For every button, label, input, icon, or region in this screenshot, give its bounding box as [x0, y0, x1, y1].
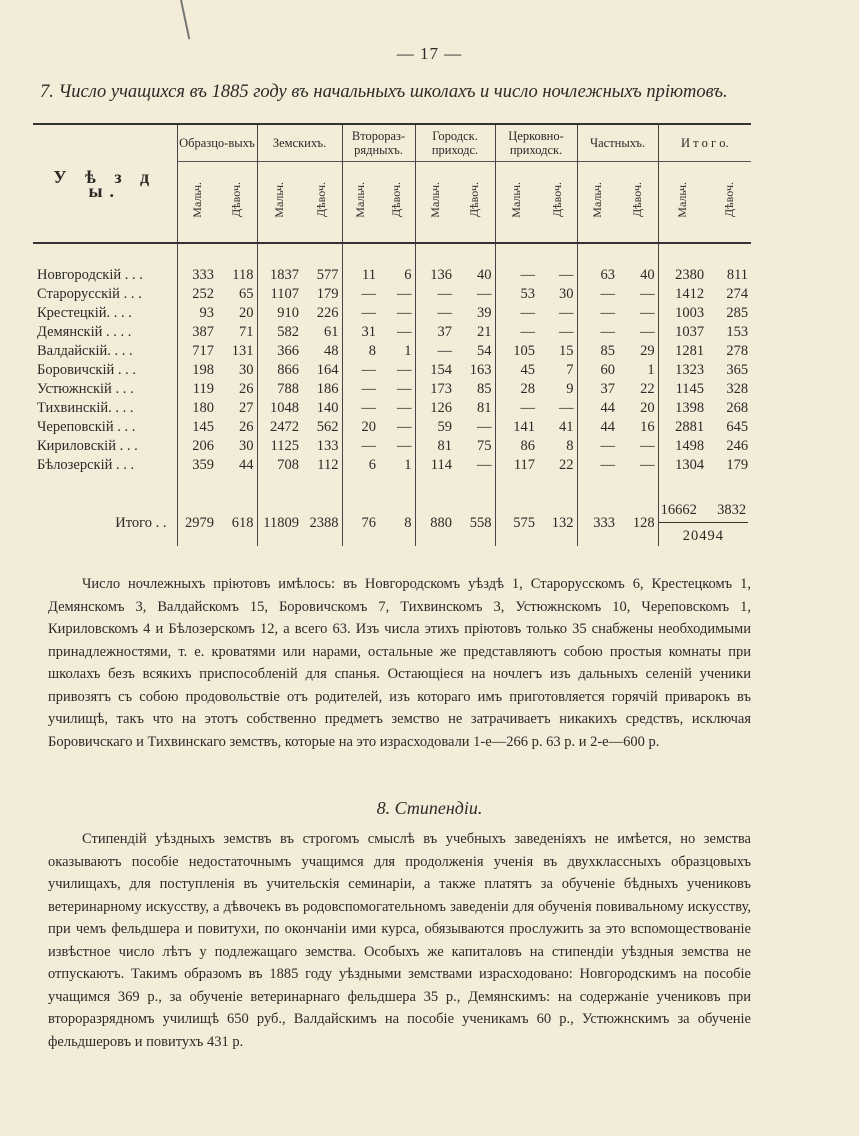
spacer-cell: [302, 243, 342, 266]
value-cell: 11: [342, 266, 379, 285]
statistics-table: [33, 123, 751, 546]
value-cell: 37: [577, 380, 618, 399]
value-cell: 359: [177, 456, 217, 475]
value-cell: 252: [177, 285, 217, 304]
value-cell: 226: [316, 305, 339, 321]
value-cell: 153: [726, 324, 749, 340]
subheader-label: Дѣвоч.: [314, 182, 329, 218]
value-cell: 173: [415, 380, 455, 399]
value-cell: —: [397, 381, 412, 397]
value-cell: 53: [495, 285, 538, 304]
total-cell: 618: [231, 515, 254, 531]
value-cell: 2380: [658, 266, 707, 285]
value-cell: 6: [404, 267, 412, 283]
group-header: Городск. приходс.: [415, 124, 495, 162]
spacer-cell: [342, 475, 379, 501]
value-cell: 44: [577, 418, 618, 437]
total-cell: 2388: [309, 515, 339, 531]
value-cell: 40: [640, 267, 655, 283]
paragraph-text: Стипендій уѣздныхъ земствъ въ строгомъ смыслѣ въ учебныхъ заведеніяхъ не имѣется, но земства оказываютъ пособіе недостаточнымъ учащимся для продолженія ученія въ двухклассныхъ образцовыхъ училищахъ, для поступленія въ учительскія семинаріи, а также платятъ за обученіе бѣдныхъ учениковъ ветеринарному искусству, а дѣвочекъ въ родовспомогательномъ заведеніи для обученія повивальному искусству, при чемъ фельдшера и повитухи, по окончаніи ими курса, обязываются прослужить за это вспомоществованіе извѣстное число лѣтъ у подлежащаго земства. Особыхъ же капиталовъ на стипендіи уѣздныя земства не отпускаютъ. Такимъ образомъ въ 1885 году уѣздными земствами израсходовано: Новгородскимъ на пособіе учащимся 369 р., за обученіе ветеринарнаго фельдшера 35 р., Демянскимъ: на содержаніе учениковъ при второразрядномъ училищѣ 650 руб., Валдайскимъ на пособіе ученикамъ 60 р., Устюжнскимъ за обученіе фельдшеровъ и повитухъ 431 р.: [48, 831, 751, 1050]
value-cell: 30: [239, 362, 254, 378]
value-cell: 8: [566, 438, 574, 454]
value-cell: 93: [177, 304, 217, 323]
boys-subheader: [658, 162, 707, 244]
value-cell: 717: [177, 342, 217, 361]
value-cell: —: [640, 286, 655, 302]
paragraph-text: Число ночлежныхъ пріютовъ имѣлось: въ Новгородскомъ уѣздѣ 1, Старорусскомъ 6, Крестецкомъ 1, Демянскомъ 3, Валдайскомъ 15, Боровичскомъ 7, Тихвинскомъ 3, Устюжнскомъ 10, Череповскомъ 1, Кириловскомъ 4 и Бѣлозерскомъ 12, а всего 63. Изъ числа этихъ пріютовъ только 35 снабжены необходимыми принадлежностями, т. е. кроватями или нарами, остальные же представляютъ собою простыя комнаты при школахъ безъ всякихъ приспособленій для спанья. Остающіеся на ночлегъ изъ дальныхъ селеній ученики привозятъ съ собою продовольствіе отъ родителей, изъ котораго имъ приготовляется горячій приварокъ въ училищѣ, такъ что на этотъ собственно предметъ земство не затрачиваетъ никакихъ средствъ, исключая Боровичскаго и Тихвинскаго земствъ, которые на это израсходовали 1-е—266 р. 63 р. и 2-е—600 р.: [48, 576, 751, 750]
value-cell: —: [559, 400, 574, 416]
value-cell: 26: [239, 419, 254, 435]
spacer-cell: [217, 243, 257, 266]
group-header: Церковно-приходск.: [495, 124, 577, 162]
value-cell: 2881: [658, 418, 707, 437]
value-cell: 85: [577, 342, 618, 361]
value-cell: 333: [177, 266, 217, 285]
value-cell: 85: [477, 381, 492, 397]
subheader-label: Мальч.: [353, 182, 368, 218]
value-cell: 44: [577, 399, 618, 418]
group-header: Частныхъ.: [577, 124, 658, 162]
boys-subheader: [342, 162, 379, 244]
value-cell: 1125: [257, 437, 302, 456]
value-cell: —: [477, 457, 492, 473]
spacer-cell: [707, 243, 751, 266]
value-cell: —: [640, 438, 655, 454]
total-cell: 880: [415, 501, 455, 546]
boys-subheader: [495, 162, 538, 244]
subheader-label: Мальч.: [675, 182, 690, 218]
value-cell: 387: [177, 323, 217, 342]
value-cell: —: [415, 304, 455, 323]
value-cell: —: [640, 457, 655, 473]
value-cell: 30: [239, 438, 254, 454]
spacer-cell: [495, 475, 538, 501]
value-cell: 274: [726, 286, 749, 302]
value-cell: 788: [257, 380, 302, 399]
total-cell: 132: [551, 515, 574, 531]
group-header: Земскихъ.: [257, 124, 342, 162]
value-cell: 1: [404, 343, 412, 359]
value-cell: —: [477, 419, 492, 435]
page-number: — 17 —: [396, 44, 463, 63]
value-cell: —: [342, 437, 379, 456]
district-name: Демянскій . . . .: [37, 324, 132, 340]
total-cell: 2979: [177, 501, 217, 546]
value-cell: 41: [559, 419, 574, 435]
total-cell: 558: [469, 515, 492, 531]
girls-subheader: [379, 162, 415, 244]
spacer-cell: [577, 475, 618, 501]
value-cell: 910: [257, 304, 302, 323]
value-cell: —: [577, 285, 618, 304]
value-cell: —: [640, 305, 655, 321]
value-cell: 114: [415, 456, 455, 475]
table-row: [33, 437, 751, 456]
value-cell: 81: [477, 400, 492, 416]
spacer-cell: [455, 475, 495, 501]
value-cell: 1323: [658, 361, 707, 380]
spacer-cell: [658, 243, 707, 266]
value-cell: 246: [726, 438, 749, 454]
value-cell: 582: [257, 323, 302, 342]
table-body: [33, 243, 751, 546]
value-cell: 1498: [658, 437, 707, 456]
subheader-label: Дѣвоч.: [229, 182, 244, 218]
spacer-cell: [302, 475, 342, 501]
spacer-cell: [257, 475, 302, 501]
group-header: Образцо-выхъ: [177, 124, 257, 162]
spacer-cell: [658, 475, 707, 501]
value-cell: 285: [726, 305, 749, 321]
value-cell: —: [342, 285, 379, 304]
value-cell: 6: [342, 456, 379, 475]
value-cell: 39: [477, 305, 492, 321]
value-cell: 1398: [658, 399, 707, 418]
totals-row: [33, 501, 751, 546]
value-cell: 145: [177, 418, 217, 437]
value-cell: —: [495, 323, 538, 342]
table-row: [33, 285, 751, 304]
value-cell: —: [477, 286, 492, 302]
spacer-cell: [177, 475, 217, 501]
spacer-cell: [455, 243, 495, 266]
statistics-table-wrap: [33, 123, 751, 546]
spacer-cell: [415, 475, 455, 501]
value-cell: 9: [566, 381, 574, 397]
girls-subheader: [707, 162, 751, 244]
table-title: 7. Число учащихся въ 1885 году въ начальныхъ школахъ и число ночлежныхъ пріютовъ.: [40, 82, 728, 102]
value-cell: 54: [477, 343, 492, 359]
total-cell: 128: [632, 515, 655, 531]
value-cell: 30: [559, 286, 574, 302]
value-cell: 81: [415, 437, 455, 456]
value-cell: —: [342, 380, 379, 399]
spacer-cell: [257, 243, 302, 266]
value-cell: 27: [239, 400, 254, 416]
value-cell: 22: [640, 381, 655, 397]
value-cell: 1837: [257, 266, 302, 285]
grand-split: [659, 501, 749, 523]
subheader-label: Дѣвоч.: [721, 182, 736, 218]
district-column-header: У ѣ з д ы.: [33, 124, 177, 243]
value-cell: 59: [415, 418, 455, 437]
value-cell: 20: [640, 400, 655, 416]
value-cell: 2472: [257, 418, 302, 437]
value-cell: —: [415, 285, 455, 304]
value-cell: 811: [726, 267, 749, 283]
totals-label: Итого . .: [115, 515, 167, 531]
value-cell: 1003: [658, 304, 707, 323]
boys-subheader: [415, 162, 455, 244]
spacer-cell: [177, 243, 217, 266]
value-cell: 708: [257, 456, 302, 475]
value-cell: —: [397, 286, 412, 302]
value-cell: 1412: [658, 285, 707, 304]
district-name: Боровичскій . . .: [37, 362, 136, 378]
value-cell: 1: [647, 362, 655, 378]
spacer-cell: [538, 243, 577, 266]
value-cell: 366: [257, 342, 302, 361]
girls-subheader: [302, 162, 342, 244]
grand-girls: 3832: [717, 502, 747, 518]
value-cell: 119: [177, 380, 217, 399]
value-cell: 866: [257, 361, 302, 380]
value-cell: —: [397, 419, 412, 435]
group-header: Второраз-рядныхъ.: [342, 124, 415, 162]
spacer-cell: [538, 475, 577, 501]
subheader-label: Мальч.: [509, 182, 524, 218]
spacer-cell: [415, 243, 455, 266]
total-cell: 333: [577, 501, 618, 546]
value-cell: 15: [559, 343, 574, 359]
value-cell: 1048: [257, 399, 302, 418]
subheader-label: Дѣвоч.: [630, 182, 645, 218]
value-cell: 60: [577, 361, 618, 380]
district-name: Кириловскій . . .: [37, 438, 138, 454]
girls-subheader: [217, 162, 257, 244]
value-cell: 131: [231, 343, 254, 359]
value-cell: —: [577, 323, 618, 342]
spacer-cell: [577, 243, 618, 266]
value-cell: 86: [495, 437, 538, 456]
table-row: [33, 456, 751, 475]
value-cell: 118: [232, 267, 254, 283]
girls-subheader: [538, 162, 577, 244]
value-cell: 328: [726, 381, 749, 397]
shelters-paragraph: [48, 573, 751, 753]
district-name: Тихвинскій. . . .: [37, 400, 134, 416]
total-cell: 8: [404, 515, 412, 531]
value-cell: —: [415, 342, 455, 361]
value-cell: 61: [324, 324, 339, 340]
girls-subheader: [455, 162, 495, 244]
value-cell: —: [397, 438, 412, 454]
value-cell: 1: [404, 457, 412, 473]
value-cell: 645: [726, 419, 749, 435]
value-cell: 206: [177, 437, 217, 456]
value-cell: 163: [469, 362, 492, 378]
value-cell: —: [397, 362, 412, 378]
grand-total-cell: [658, 501, 751, 546]
district-name: Бѣлозерскій . . .: [37, 457, 135, 473]
value-cell: 154: [415, 361, 455, 380]
boys-subheader: [257, 162, 302, 244]
value-cell: —: [577, 437, 618, 456]
boys-subheader: [577, 162, 618, 244]
value-cell: 179: [726, 457, 749, 473]
spacer-row: [33, 475, 751, 501]
district-name: Устюжнскій . . .: [37, 381, 134, 397]
spacer-cell: [33, 243, 177, 266]
value-cell: 28: [495, 380, 538, 399]
value-cell: 117: [495, 456, 538, 475]
value-cell: —: [342, 304, 379, 323]
value-cell: 44: [239, 457, 254, 473]
value-cell: 48: [324, 343, 339, 359]
value-cell: 1145: [658, 380, 707, 399]
spacer-row: [33, 243, 751, 266]
value-cell: 1304: [658, 456, 707, 475]
subheader-label: Мальч.: [427, 182, 442, 218]
value-cell: 164: [316, 362, 339, 378]
value-cell: —: [397, 400, 412, 416]
total-cell: 11809: [257, 501, 302, 546]
value-cell: —: [397, 305, 412, 321]
spacer-cell: [707, 475, 751, 501]
value-cell: 20: [342, 418, 379, 437]
value-cell: 26: [239, 381, 254, 397]
margin-mark: [180, 0, 190, 39]
group-header-row: [33, 124, 751, 162]
value-cell: 65: [239, 286, 254, 302]
subheader-label: Дѣвоч.: [549, 182, 564, 218]
value-cell: 1281: [658, 342, 707, 361]
table-row: [33, 361, 751, 380]
subheader-label: Дѣвоч.: [389, 182, 404, 218]
value-cell: —: [559, 305, 574, 321]
spacer-cell: [217, 475, 257, 501]
table-row: [33, 342, 751, 361]
value-cell: 180: [177, 399, 217, 418]
district-name: Валдайскій. . . .: [37, 343, 133, 359]
table-row: [33, 304, 751, 323]
value-cell: 75: [477, 438, 492, 454]
value-cell: 562: [316, 419, 339, 435]
value-cell: —: [559, 267, 574, 283]
value-cell: 29: [640, 343, 655, 359]
subheader-label: Мальч.: [189, 182, 204, 218]
total-cell: 76: [342, 501, 379, 546]
value-cell: 140: [316, 400, 339, 416]
value-cell: 16: [640, 419, 655, 435]
value-cell: 577: [316, 267, 339, 283]
total-cell: 575: [495, 501, 538, 546]
value-cell: —: [495, 399, 538, 418]
section-title: 8. Стипендіи.: [376, 798, 483, 818]
value-cell: 268: [726, 400, 749, 416]
district-name: Старорусскій . . .: [37, 286, 142, 302]
spacer-cell: [379, 243, 415, 266]
value-cell: 1037: [658, 323, 707, 342]
value-cell: 365: [726, 362, 749, 378]
table-row: [33, 266, 751, 285]
spacer-cell: [33, 475, 177, 501]
value-cell: 71: [239, 324, 254, 340]
value-cell: —: [342, 399, 379, 418]
value-cell: 105: [495, 342, 538, 361]
value-cell: 8: [342, 342, 379, 361]
stipends-paragraph: [48, 828, 751, 1053]
value-cell: 112: [317, 457, 339, 473]
spacer-cell: [618, 475, 658, 501]
spacer-cell: [618, 243, 658, 266]
grand-boys: 16662: [660, 502, 697, 518]
value-cell: 198: [177, 361, 217, 380]
value-cell: 22: [559, 457, 574, 473]
value-cell: 45: [495, 361, 538, 380]
subheader-label: Мальч.: [272, 182, 287, 218]
table-row: [33, 323, 751, 342]
value-cell: 31: [342, 323, 379, 342]
value-cell: —: [577, 456, 618, 475]
subheader-label: Мальч.: [590, 182, 605, 218]
table-row: [33, 380, 751, 399]
grand-total: 20494: [682, 528, 724, 544]
district-name: Новгородскій . . .: [37, 267, 143, 283]
value-cell: —: [495, 304, 538, 323]
district-name: Череповскій . . .: [37, 419, 136, 435]
value-cell: 7: [566, 362, 574, 378]
value-cell: 1107: [257, 285, 302, 304]
value-cell: —: [397, 324, 412, 340]
spacer-cell: [379, 475, 415, 501]
value-cell: 186: [316, 381, 339, 397]
value-cell: 40: [477, 267, 492, 283]
table-row: [33, 399, 751, 418]
spacer-cell: [495, 243, 538, 266]
value-cell: 20: [239, 305, 254, 321]
value-cell: 136: [415, 266, 455, 285]
value-cell: —: [577, 304, 618, 323]
subheader-label: Дѣвоч.: [467, 182, 482, 218]
value-cell: —: [495, 266, 538, 285]
value-cell: —: [342, 361, 379, 380]
boys-subheader: [177, 162, 217, 244]
value-cell: 141: [495, 418, 538, 437]
district-name: Крестецкій. . . .: [37, 305, 132, 321]
value-cell: 37: [415, 323, 455, 342]
value-cell: 278: [726, 343, 749, 359]
value-cell: 63: [577, 266, 618, 285]
value-cell: —: [640, 324, 655, 340]
value-cell: 126: [415, 399, 455, 418]
value-cell: 21: [477, 324, 492, 340]
spacer-cell: [342, 243, 379, 266]
value-cell: 133: [316, 438, 339, 454]
girls-subheader: [618, 162, 658, 244]
value-cell: —: [559, 324, 574, 340]
table-row: [33, 418, 751, 437]
group-header: И т о г о.: [658, 124, 751, 162]
value-cell: 179: [316, 286, 339, 302]
